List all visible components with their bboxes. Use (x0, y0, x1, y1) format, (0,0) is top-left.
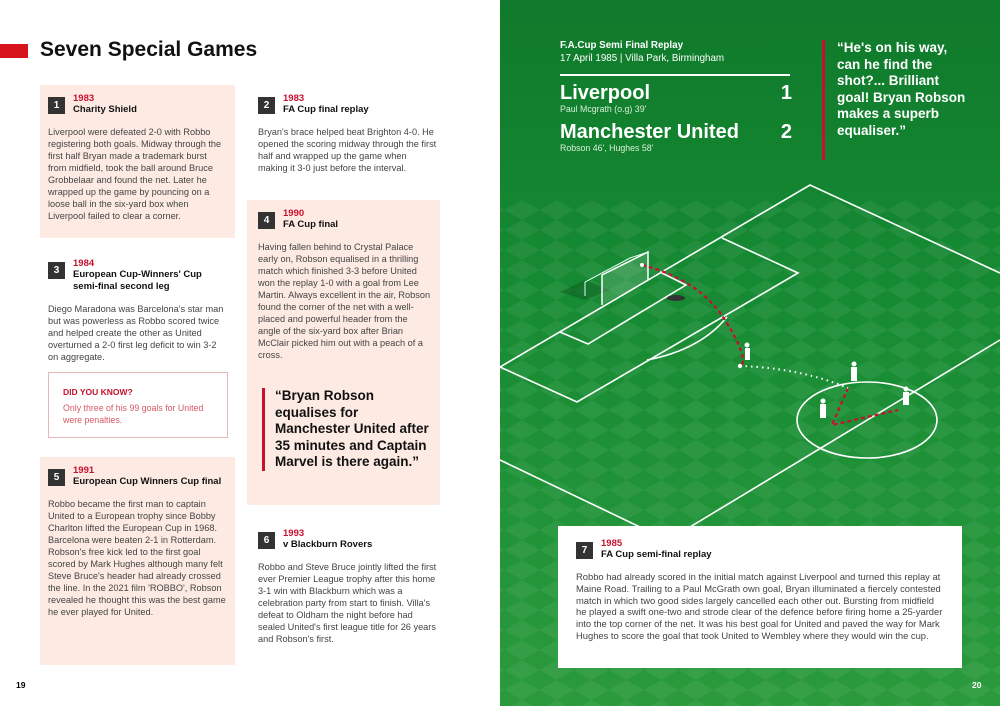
right-page (500, 0, 1000, 706)
game-number-badge: 1 (48, 97, 65, 114)
away-score: 2 (780, 121, 792, 143)
home-team-row (560, 82, 792, 104)
game-year: 1984 (73, 258, 95, 269)
home-team: Liverpool (560, 82, 651, 104)
game-year: 1983 (73, 93, 95, 104)
did-you-know-text: Only three of his 99 goals for United were penalties. (63, 403, 204, 425)
game-card-5 (40, 457, 235, 665)
scoreboard (560, 40, 792, 160)
game-card-7 (558, 526, 962, 668)
game-card-2 (250, 85, 445, 182)
game-number-badge: 3 (48, 262, 65, 279)
page-number: 20 (972, 680, 982, 690)
goalkeeper-icon (667, 295, 685, 301)
game-title: FA Cup semi-final replay (601, 549, 712, 560)
game-number-badge: 5 (48, 469, 65, 486)
title-accent-bar (0, 44, 28, 58)
page-number: 19 (16, 680, 26, 690)
game-body: Bryan's brace helped beat Brighton 4-0. He opened the scoring midway through the first half and wrapped up the game when making it 3-0 just before the interval. (258, 127, 437, 173)
player-icon (903, 387, 909, 406)
game-number-badge: 6 (258, 532, 275, 549)
game-body: Liverpool were defeated 2-0 with Robbo registering both goals. Midway through the first half Bryan made a trademark burst from midfield, took the ball around Bruce Grobbelaar and found the net. Later he wrapped up the game by pouncing on a loose ball in the six-yard box when Liverpool failed to clear a corner. (48, 127, 222, 221)
game-title: v Blackburn Rovers (283, 539, 373, 550)
date-venue: 17 April 1985 | Villa Park, Birmingham (560, 53, 725, 64)
game-title: FA Cup final (283, 219, 339, 230)
did-you-know-box (48, 372, 228, 438)
game-title: FA Cup final replay (283, 104, 369, 115)
game-number-badge: 4 (258, 212, 275, 229)
game-body: Robbo had already scored in the initial match against Liverpool and turned this replay at Maine Road. Trailing to a Paul McGrath own goal, Bryan illuminated a fiercely contested match in which two good sides largely cancelled each other out. Bursting from midfield he played a swift one-two and strode clear of the defence before firing home a 25-yarder into the top corner of the net. It was his best goal for United and paved the way for Mark Hughes to score the goal that took United to Wembley where they would win the cup. (576, 571, 943, 641)
did-you-know-heading: DID YOU KNOW? (63, 387, 133, 397)
pull-quote: “Bryan Robson equalises for Manchester United after 35 minutes and Captain Marvel is there again.” (262, 388, 432, 471)
game-year: 1991 (73, 465, 95, 476)
game-title: European Cup Winners Cup final (73, 476, 222, 487)
game-title: Charity Shield (73, 104, 137, 115)
commentary-quote: “He's on his way, can he find the shot?... Brilliant goal! Bryan Robson makes a superb equaliser.” (822, 40, 972, 160)
game-year: 1990 (283, 208, 305, 219)
home-scorers: Paul Mcgrath (o.g) 39' (560, 104, 647, 114)
away-scorers: Robson 46', Hughes 58' (560, 143, 654, 153)
game-body: Robbo became the first man to captain United to a European trophy since Bobby Charlton lifted the European Cup in 1968. Barcelona were beaten 2-1 in Rotterdam. Robson's free kick led to the first goal scored by Mark Hughes although many felt Steve Bruce's header had already crossed the line. In the 2021 film 'ROBBO', Robson revealed he thought this was the best game he ever played for United. (48, 499, 226, 617)
ball-icon (640, 263, 644, 267)
divider (560, 74, 790, 76)
game-number-badge: 7 (576, 542, 593, 559)
ball-icon (738, 364, 742, 368)
away-team: Manchester United (560, 121, 739, 143)
player-icon (745, 343, 751, 361)
player-icon (851, 362, 857, 382)
competition: F.A.Cup Semi Final Replay (560, 40, 684, 51)
away-team-row (560, 121, 792, 143)
page-title: Seven Special Games (40, 38, 258, 61)
game-year: 1993 (283, 528, 305, 539)
game-card-6 (250, 520, 445, 653)
player-icon (820, 399, 826, 419)
game-number-badge: 2 (258, 97, 275, 114)
game-year: 1985 (601, 538, 623, 549)
game-body: Robbo and Steve Bruce jointly lifted the first ever Premier League trophy after this home 3-1 win with Blackburn which was a celebration party from start to finish. Villa's defeat to Oldham the night before had sealed United's first league title for 26 years and Robson's first. (258, 562, 437, 644)
game-title: European Cup-Winners' Cup semi-final second leg (73, 269, 202, 292)
game-card-1 (40, 85, 235, 238)
home-score: 1 (780, 82, 792, 104)
game-year: 1983 (283, 93, 305, 104)
game-card-3 (40, 250, 235, 371)
game-body: Diego Maradona was Barcelona's star man but was powerless as Robbo scored twice and helped create the other as United overturned a 2-0 first leg deficit to win 3-2 on aggregate. (48, 304, 224, 362)
game-body: Having fallen behind to Crystal Palace early on, Robson equalised in a thrilling match which finished 3-3 before United won the replay 1-0 with a goal from Lee Martin. Always excellent in the air, Robson found the corner of the net with a well-placed and powerful header from the angle of the six-yard box after Brian McClair picked him out with a peach of a cross. (258, 242, 431, 360)
